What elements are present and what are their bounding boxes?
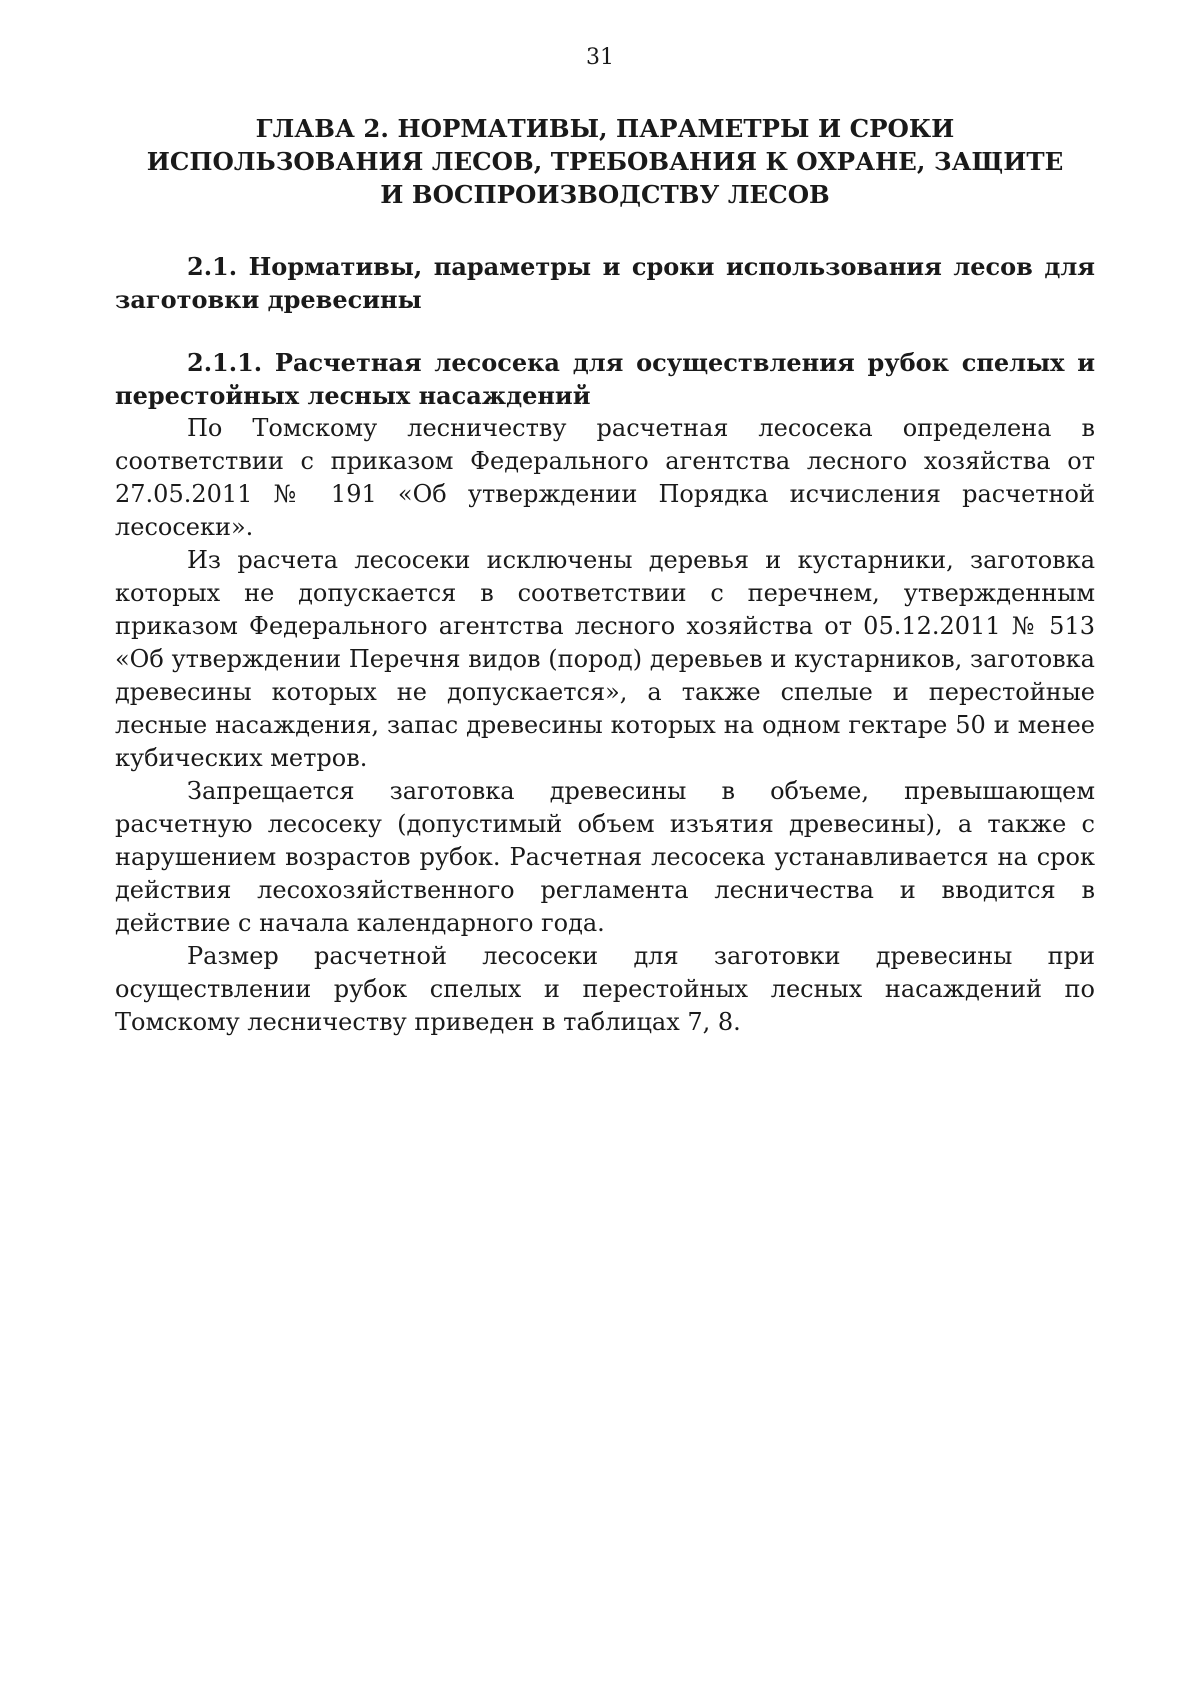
section-2-1-1	[115, 346, 1095, 1039]
chapter-title-line: ГЛАВА 2. НОРМАТИВЫ, ПАРАМЕТРЫ И СРОКИ	[255, 114, 955, 143]
section-2-1	[115, 250, 1095, 316]
chapter-title-line: И ВОСПРОИЗВОДСТВУ ЛЕСОВ	[380, 180, 830, 209]
section-heading: 2.1. Нормативы, параметры и сроки использования лесов для заготовки древесины	[115, 252, 1095, 314]
chapter-title-line: ИСПОЛЬЗОВАНИЯ ЛЕСОВ, ТРЕБОВАНИЯ К ОХРАНЕ, ЗАЩИТЕ	[146, 147, 1064, 176]
subsection-heading: 2.1.1. Расчетная лесосека для осуществления рубок спелых и перестойных лесных насаждений	[115, 348, 1095, 410]
body-paragraph: По Томскому лесничеству расчетная лесосека определена в соответствии с приказом Федерального агентства лесного хозяйства от 27.05.2011 № 191 «Об утверждении Порядка исчисления расчетной лесосеки».	[115, 414, 1095, 541]
chapter-title	[115, 112, 1095, 211]
body-paragraph: Из расчета лесосеки исключены деревья и кустарники, заготовка которых не допускается в соответствии с перечнем, утвержденным приказом Федерального агентства лесного хозяйства от 05.12.2011 № 513 «Об утверждении Перечня видов (пород) деревьев и кустарников, заготовка древесины которых не допускается», а также спелые и перестойные лесные насаждения, запас древесины которых на одном гектаре 50 и менее кубических метров.	[115, 546, 1095, 772]
page-number: 31	[586, 45, 614, 70]
body-paragraph: Запрещается заготовка древесины в объеме, превышающем расчетную лесосеку (допустимый объем изъятия древесины), а также с нарушением возрастов рубок. Расчетная лесосека устанавливается на срок действия лесохозяйственного регламента лесничества и вводится в действие с начала календарного года.	[115, 777, 1095, 937]
body-paragraph: Размер расчетной лесосеки для заготовки древесины при осуществлении рубок спелых и перестойных лесных насаждений по Томскому лесничеству приведен в таблицах 7, 8.	[115, 942, 1095, 1036]
